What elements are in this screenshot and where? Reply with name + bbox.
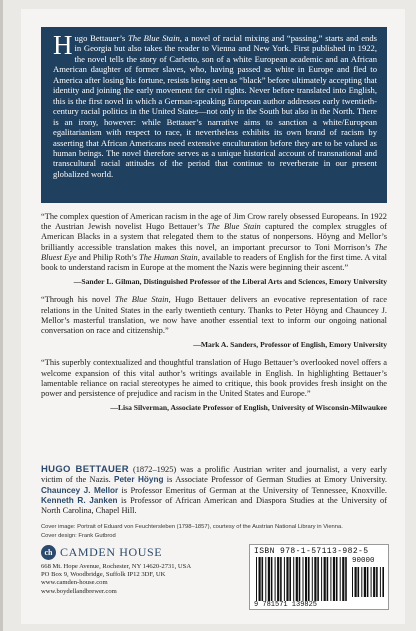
- barcode-bar: [336, 557, 338, 601]
- description-book-title: The Blue Stain: [128, 33, 180, 43]
- barcode-bar: [330, 557, 331, 601]
- barcode-bar: [284, 557, 285, 601]
- description-panel: [41, 27, 387, 203]
- barcode-bar: [314, 557, 316, 601]
- barcode-bars-icon: [256, 557, 348, 601]
- author-name: HUGO BETTAUER: [41, 464, 129, 475]
- barcode-bar: [371, 567, 372, 597]
- cover-design-credit: Cover design: Frank Gutbrod: [41, 533, 116, 539]
- barcode-bar: [345, 557, 347, 601]
- price-code: 90000: [352, 557, 375, 565]
- barcode-bar: [303, 557, 304, 601]
- isbn-label: ISBN 978-1-57113-982-5: [254, 547, 369, 556]
- quote-text: captured the complex struggles of American Blacks in a system that relegated them to the status of nonpersons. Höyng and Mellor’s brilliantly accessible translation makes this novel, an important precursor to Toni Morrison’s: [41, 222, 387, 252]
- publisher-name: CAMDEN HOUSE: [60, 545, 163, 559]
- barcode-bar: [358, 567, 360, 597]
- barcode-bar: [317, 557, 319, 601]
- barcode-bar: [361, 567, 362, 597]
- cover-credits: [41, 523, 387, 541]
- quote-text: and Philip Roth’s: [76, 252, 140, 262]
- barcode-bar: [268, 557, 270, 601]
- barcode-bar: [293, 557, 294, 601]
- description-text-1: ugo Bettauer’s: [74, 33, 129, 43]
- publisher-logo-row: [41, 545, 231, 560]
- isbn-barcode: [249, 544, 389, 610]
- barcode-bar: [289, 557, 291, 601]
- drop-cap: H: [53, 30, 73, 60]
- barcode-bar: [327, 557, 329, 601]
- author-bio-text: (1872–1925) was a prolific Austrian writer and journalist, a very early victim of the Nazis.: [41, 465, 387, 485]
- barcode-bar: [321, 557, 322, 601]
- barcode-bar: [262, 557, 264, 601]
- translator-bio-text: is Associate Professor of German Studies at Emory University.: [163, 475, 387, 485]
- barcode-bar: [256, 557, 257, 601]
- barcode-bar: [382, 567, 384, 597]
- barcode-bar: [299, 557, 301, 601]
- barcode-bar: [277, 557, 279, 601]
- address-line: PO Box 9, Woodbridge, Suffolk IP12 3DF, UK: [41, 571, 166, 579]
- translator-name: Chauncey J. Mellor: [41, 485, 119, 495]
- endorsement-quote-2: [41, 295, 387, 336]
- barcode-bar: [312, 557, 313, 601]
- barcode-bar: [271, 557, 273, 601]
- publisher-address: [41, 563, 231, 596]
- barcode-bar: [355, 567, 357, 597]
- translator-name: Peter Höyng: [114, 475, 164, 485]
- barcode-bar: [342, 557, 344, 601]
- author-bios: [41, 465, 387, 516]
- quote-book-title: The Blue Stain: [207, 222, 261, 232]
- endorsement-attribution-2: —Mark A. Sanders, Professor of English, Emory University: [193, 340, 387, 350]
- barcode-bar: [340, 557, 341, 601]
- barcode-bar: [324, 557, 326, 601]
- description-text-2: , a novel of racial mixing and “passing,” starts and ends in Georgia but also takes the reader to Vienna and New York. First published in 1922, the novel tells the story of Carletto, son of a white European academic and an African American daughter of former slaves, who, having passed as white in Europe and fled to America after losing his fortune, resists being seen as “black” before ultimately accepting that identity and joining the early movement for civil rights. Never before translated into English, this is the first novel in which a German-speaking European author addresses early twentieth-century racial politics in the United States—not only in the South but also in the North. There is an irony, however: while Bettauer’s narrative aims to sanction a white/European egalitarianism with respect to race, it nevertheless exhibits its own brand of racism by asserting that African Americans need extensive enculturation before they are to be valued as human beings. The novel therefore serves as a unique historical account of transnational and transcultural racial attitudes of the period that continue to reverberate in our present globalized world.: [53, 33, 377, 179]
- quote-text: “This superbly contextualized and thoughtful translation of Hugo Bettauer’s overlooked novel offers a welcome expansion of this vital author’s writings available in English. In highlighting Bettauer’s lamentable reliance on racial stereotypes he aimed to critique, this book provides fresh insight on the power and persistence of prejudice and racism in the United States and Europe.”: [41, 358, 387, 399]
- barcode-bar: [333, 557, 335, 601]
- contributor-bio-text: is Professor of African American and Diaspora Studies at the University of North Carolina, Chapel Hill.: [41, 495, 387, 516]
- publisher-logo-icon: ch: [41, 545, 56, 560]
- website-line: www.boydellandbrewer.com: [41, 587, 117, 595]
- translator-bio-text: is Professor Emeritus of German at the University of Tennessee, Knoxville.: [118, 485, 388, 495]
- barcode-bar: [373, 567, 375, 597]
- price-barcode-bars-icon: [352, 567, 384, 597]
- barcode-bar: [376, 567, 378, 597]
- barcode-bar: [364, 567, 366, 597]
- barcode-bar: [259, 557, 261, 601]
- quote-book-title: The Human Stain: [139, 252, 198, 262]
- website-line: www.camden-house.com: [41, 579, 108, 587]
- quote-text: “Through his novel: [41, 295, 115, 305]
- endorsement-quote-3: [41, 358, 387, 399]
- barcode-bar: [265, 557, 266, 601]
- barcode-bar: [286, 557, 288, 601]
- quote-text: , available to readers of English for the first time. A vital book to understand racism in Europe at the moment the Nazis were beginning their ascent.”: [41, 252, 388, 273]
- barcode-bar: [305, 557, 307, 601]
- endorsements: [41, 212, 387, 421]
- barcode-bar: [296, 557, 298, 601]
- quote-text: “The complex question of American racism in the age of Jim Crow rarely obsessed Europeans. In 1922 the Austrian Jewish novelist Hugo Bettauer’s: [41, 212, 387, 232]
- endorsement-attribution-3: —Lisa Silverman, Associate Professor of English, University of Wisconsin-Milwaukee: [110, 403, 387, 413]
- barcode-bar: [352, 567, 353, 597]
- quote-book-title: The Bluest Eye: [41, 242, 387, 262]
- barcode-bar: [367, 567, 369, 597]
- quote-book-title: The Blue Stain: [114, 295, 169, 305]
- endorsement-attribution-1: —Sander L. Gilman, Distinguished Professor of the Liberal Arts and Sciences, Emory University: [73, 277, 387, 287]
- barcode-number: 9 781571 139825: [254, 601, 318, 609]
- address-line: 668 Mt. Hope Avenue, Rochester, NY 14620-2731, USA: [41, 563, 192, 570]
- barcode-bar: [308, 557, 310, 601]
- barcode-bar: [380, 567, 381, 597]
- barcode-bar: [275, 557, 276, 601]
- publisher-block: [41, 545, 231, 596]
- cover-image-credit: Cover image: Portrait of Eduard von Feuchtersleben (1798–1857), courtesy of the Austrian National Library in Vienna.: [41, 524, 343, 530]
- barcode-bar: [280, 557, 282, 601]
- contributor-name: Kenneth R. Janken: [41, 495, 118, 505]
- quote-text: , Hugo Bettauer delivers an evocative representation of race relations in the United States in the early twentieth century. Thanks to Peter Höyng and Chauncey J. Mellor’s masterful translation, we now have another essential text to inform our ongoing national conversation on race and citizenship.”: [41, 295, 387, 336]
- endorsement-quote-1: [41, 212, 387, 273]
